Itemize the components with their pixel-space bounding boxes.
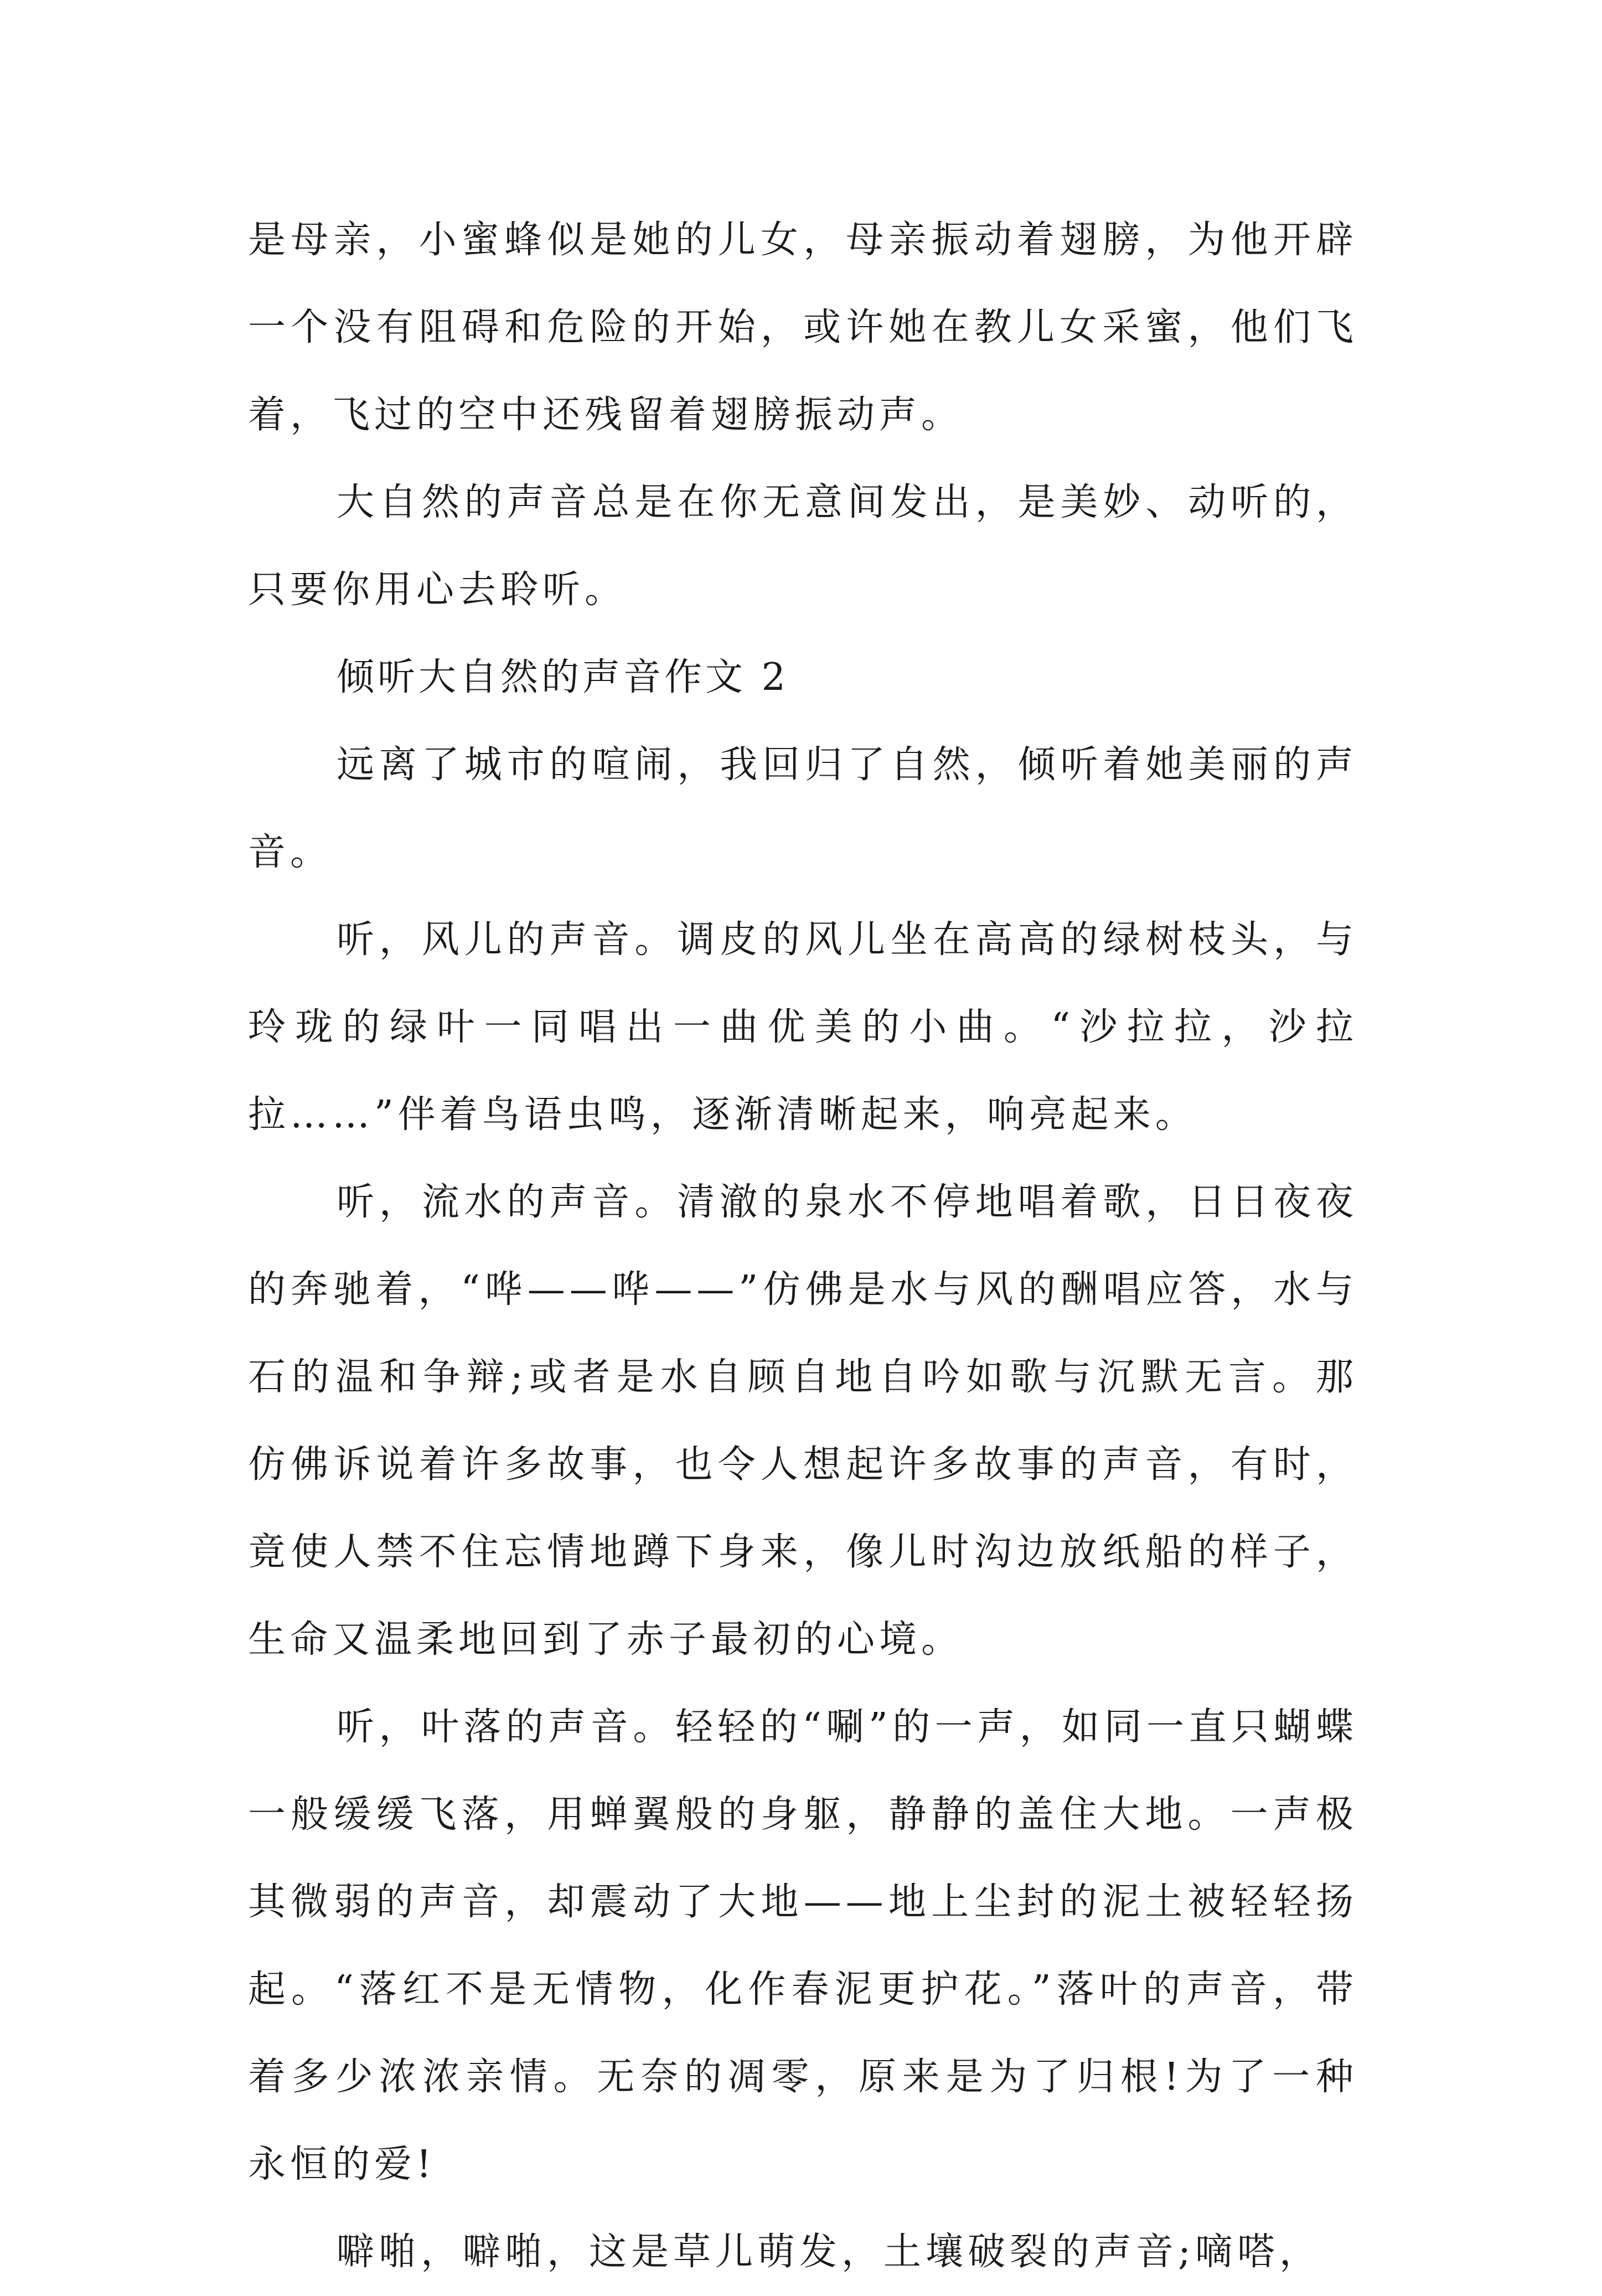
paragraph-4: 听，风儿的声音。调皮的风儿坐在高高的绿树枝头，与玲珑的绿叶一同唱出一曲优美的小曲。“沙拉拉，沙拉拉……”伴着鸟语虫鸣，逐渐清晰起来，响亮起来。 [248, 918, 1358, 1137]
paragraph-7: 噼啪，噼啪，这是草儿萌发，土壤破裂的声音;嘀嗒， [337, 2230, 1321, 2274]
document-body [248, 197, 1358, 2296]
paragraph-1: 是母亲，小蜜蜂似是她的儿女，母亲振动着翅膀，为他开辟一个没有阻碍和危险的开始，或许她在教儿女采蜜，他们飞着，飞过的空中还残留着翅膀振动声。 [248, 218, 1358, 437]
paragraph-2: 大自然的声音总是在你无意间发出，是美妙、动听的，只要你用心去聆听。 [248, 481, 1358, 612]
essay-title: 倾听大自然的声音作文 2 [337, 656, 789, 699]
paragraph-6: 听，叶落的声音。轻轻的“唰”的一声，如同一直只蝴蝶一般缓缓飞落，用蝉翼般的身躯，静静的盖住大地。一声极其微弱的声音，却震动了大地——地上尘封的泥土被轻轻扬起。“落红不是无情物，化作春泥更护花。”落叶的声音，带着多少浓浓亲情。无奈的凋零，原来是为了归根!为了一种永恒的爱! [248, 1705, 1358, 2186]
paragraph-5: 听，流水的声音。清澈的泉水不停地唱着歌，日日夜夜的奔驰着，“哗——哗——”仿佛是水与风的酬唱应答，水与石的温和争辩;或者是水自顾自地自吟如歌与沉默无言。那仿佛诉说着许多故事，也令人想起许多故事的声音，有时，竟使人禁不住忘情地蹲下身来，像儿时沟边放纸船的样子，生命又温柔地回到了赤子最初的心境。 [248, 1180, 1358, 1662]
paragraph-3: 远离了城市的喧闹，我回归了自然，倾听着她美丽的声音。 [248, 743, 1358, 874]
